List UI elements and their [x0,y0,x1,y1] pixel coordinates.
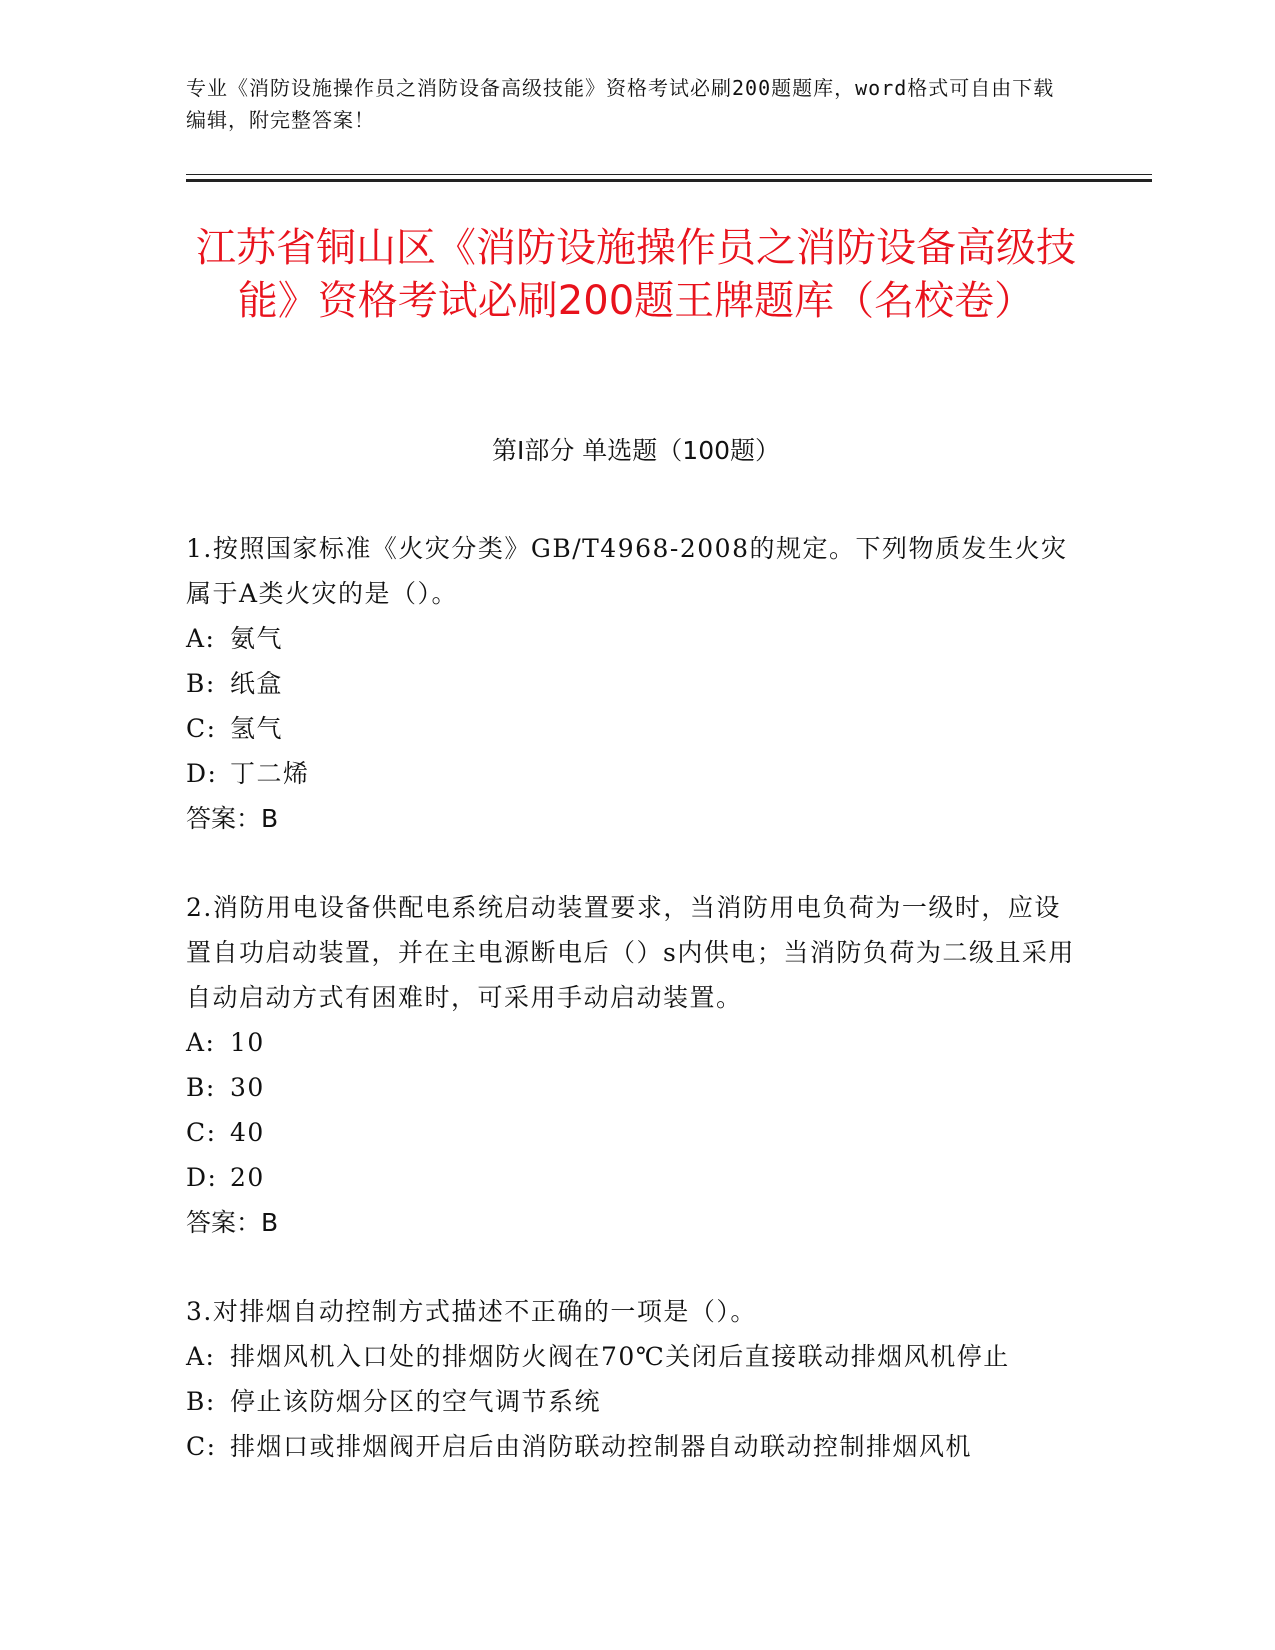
option-text: 40 [230,1118,265,1147]
option-a [186,1020,1086,1065]
option-text: 20 [230,1163,265,1192]
option-text: 排烟口或排烟阀开启后由消防联动控制器自动联动控制排烟风机 [230,1432,973,1461]
option-letter: A: [186,1342,216,1371]
option-d [186,1155,1086,1200]
option-letter: C: [186,1118,217,1147]
question-list [186,526,1086,1513]
option-c [186,1424,1086,1469]
option-letter: A: [186,624,216,653]
header-divider-thin [186,174,1152,175]
option-text: 纸盒 [230,669,284,698]
option-letter: A: [186,1028,216,1057]
option-letter: C: [186,714,217,743]
header-divider-thick [186,179,1152,182]
option-c [186,1110,1086,1155]
option-c [186,706,1086,751]
option-d [186,751,1086,796]
option-letter: C: [186,1432,217,1461]
question-stem: 2.消防用电设备供配电系统启动装置要求，当消防用电负荷为一级时，应设置自功启动装置，并在主电源断电后（）s内供电；当消防负荷为二级且采用自动启动方式有困难时，可采用手动启动装置。 [186,893,1075,1012]
option-letter: D: [186,759,218,788]
option-b [186,661,1086,706]
answer-line: 答案：B [186,1208,279,1237]
option-letter: B: [186,1073,216,1102]
option-text: 排烟风机入口处的排烟防火阀在70℃关闭后直接联动排烟风机停止 [230,1342,1010,1371]
answer-line: 答案：B [186,804,279,833]
option-text: 氢气 [230,714,284,743]
question-stem: 1.按照国家标准《火灾分类》GB/T4968-2008的规定。下列物质发生火灾属于A类火灾的是（）。 [186,534,1068,608]
header-note: 专业《消防设施操作员之消防设备高级技能》资格考试必刷200题题库，word格式可自由下载编辑，附完整答案！ [186,76,1055,132]
question-2 [186,885,1086,1245]
option-letter: D: [186,1163,218,1192]
option-a [186,616,1086,661]
option-b [186,1379,1086,1424]
option-a [186,1334,1086,1379]
option-text: 氨气 [230,624,284,653]
option-letter: B: [186,1387,216,1416]
section-heading: 第I部分 单选题（100题） [491,436,781,465]
option-text: 30 [230,1073,265,1102]
option-letter: B: [186,669,216,698]
question-3 [186,1289,1086,1469]
question-1 [186,526,1086,841]
document-title: 江苏省铜山区《消防设施操作员之消防设备高级技能》资格考试必刷200题王牌题库（名校卷） [196,225,1076,324]
option-b [186,1065,1086,1110]
option-text: 停止该防烟分区的空气调节系统 [230,1387,602,1416]
question-stem: 3.对排烟自动控制方式描述不正确的一项是（）。 [186,1297,757,1326]
option-text: 丁二烯 [230,759,310,788]
option-text: 10 [230,1028,265,1057]
